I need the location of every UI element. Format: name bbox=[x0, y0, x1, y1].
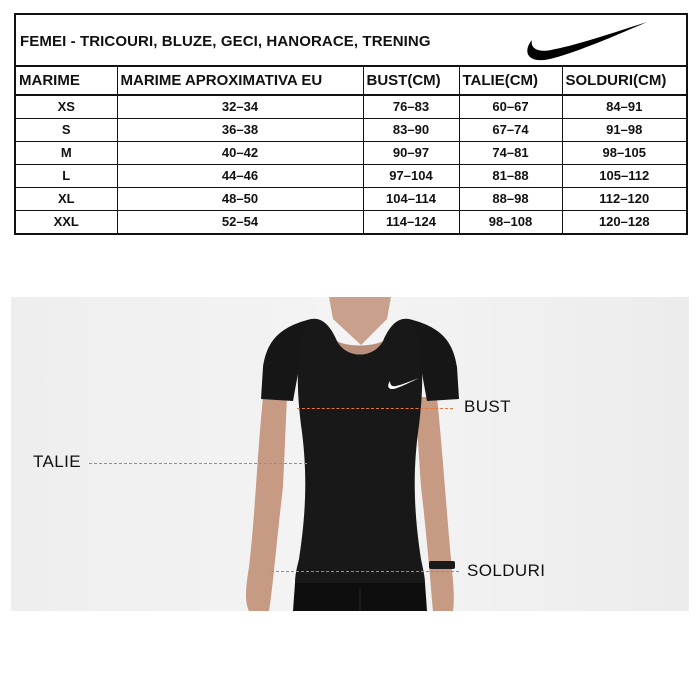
cell-hips: 91–98 bbox=[562, 118, 686, 141]
cell-waist: 60–67 bbox=[459, 95, 562, 118]
chart-title: FEMEI - TRICOURI, BLUZE, GECI, HANORACE, TRENING bbox=[20, 33, 431, 50]
cell-eu-size: 40–42 bbox=[117, 141, 363, 164]
cell-waist: 67–74 bbox=[459, 118, 562, 141]
hips-measure-line bbox=[271, 571, 459, 572]
cell-size: XL bbox=[16, 187, 117, 210]
cell-waist: 74–81 bbox=[459, 141, 562, 164]
cell-eu-size: 52–54 bbox=[117, 210, 363, 233]
column-header-size: MARIME bbox=[16, 67, 117, 95]
waist-measure-line bbox=[89, 463, 307, 464]
table-row bbox=[16, 187, 686, 210]
column-header-waist: TALIE(CM) bbox=[459, 67, 562, 95]
cell-eu-size: 44–46 bbox=[117, 164, 363, 187]
cell-waist: 81–88 bbox=[459, 164, 562, 187]
model-figure-illustration bbox=[11, 297, 689, 611]
cell-size: S bbox=[16, 118, 117, 141]
cell-bust: 76–83 bbox=[363, 95, 459, 118]
cell-hips: 112–120 bbox=[562, 187, 686, 210]
size-table bbox=[16, 67, 686, 233]
cell-eu-size: 32–34 bbox=[117, 95, 363, 118]
cell-waist: 98–108 bbox=[459, 210, 562, 233]
cell-hips: 84–91 bbox=[562, 95, 686, 118]
table-row bbox=[16, 164, 686, 187]
cell-size: XXL bbox=[16, 210, 117, 233]
cell-eu-size: 36–38 bbox=[117, 118, 363, 141]
cell-bust: 83–90 bbox=[363, 118, 459, 141]
bust-measure-line bbox=[297, 408, 453, 409]
cell-hips: 98–105 bbox=[562, 141, 686, 164]
table-row bbox=[16, 95, 686, 118]
cell-bust: 97–104 bbox=[363, 164, 459, 187]
bust-label: BUST bbox=[464, 397, 511, 416]
table-row bbox=[16, 141, 686, 164]
cell-hips: 105–112 bbox=[562, 164, 686, 187]
table-row bbox=[16, 118, 686, 141]
chart-header bbox=[16, 15, 686, 67]
size-chart bbox=[14, 13, 688, 235]
hips-label: SOLDURI bbox=[467, 561, 546, 580]
cell-bust: 104–114 bbox=[363, 187, 459, 210]
cell-size: M bbox=[16, 141, 117, 164]
measurement-photo bbox=[11, 297, 689, 611]
table-row bbox=[16, 210, 686, 233]
cell-bust: 90–97 bbox=[363, 141, 459, 164]
waist-label: TALIE bbox=[33, 452, 81, 471]
cell-size: XS bbox=[16, 95, 117, 118]
column-header-bust: BUST(CM) bbox=[363, 67, 459, 95]
column-header-hips: SOLDURI(CM) bbox=[562, 67, 686, 95]
cell-hips: 120–128 bbox=[598, 214, 650, 230]
table-header-row bbox=[16, 67, 686, 95]
cell-bust: 114–124 bbox=[363, 210, 459, 233]
cell-size: L bbox=[16, 164, 117, 187]
swoosh-logo-icon bbox=[520, 18, 648, 64]
cell-eu-size: 48–50 bbox=[117, 187, 363, 210]
column-header-eu-size: MARIME APROXIMATIVA EU bbox=[117, 67, 363, 95]
cell-waist: 88–98 bbox=[459, 187, 562, 210]
